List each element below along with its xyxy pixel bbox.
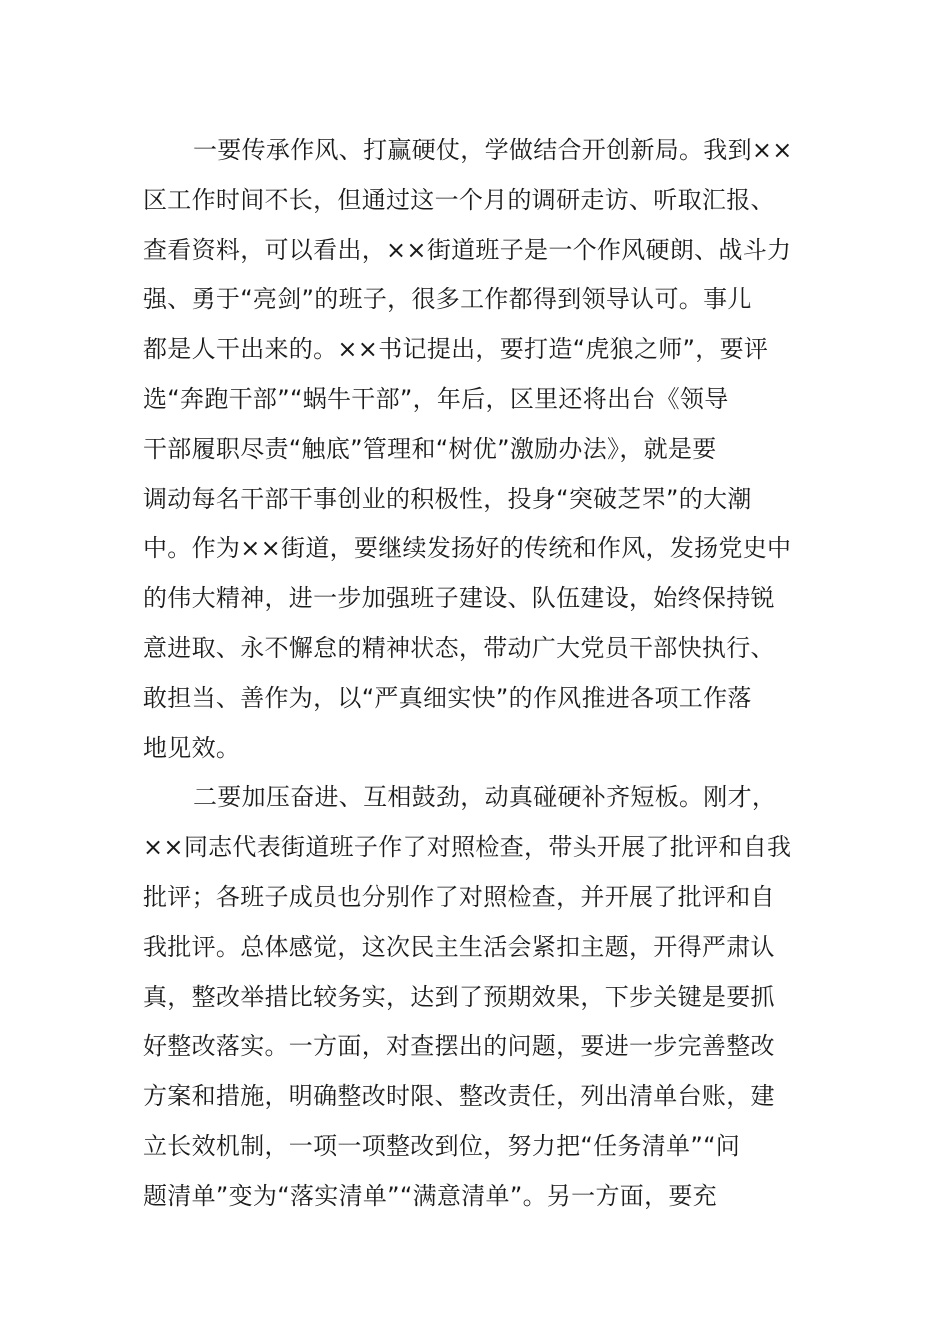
text-line: 查看资料，可以看出，××街道班子是一个作风硬朗、战斗力 (143, 235, 792, 264)
text-line: ××同志代表街道班子作了对照检查，带头开展了批评和自我 (143, 833, 792, 862)
text-line: 中。作为××街道，要继续发扬好的传统和作风，发扬党史中 (143, 534, 792, 563)
text-line: 真，整改举措比较务实，达到了预期效果，下步关键是要抓 (143, 982, 775, 1011)
text-line: 选“奔跑干部”“蜗牛干部”，年后，区里还将出台《领导 (143, 384, 729, 413)
text-line: 调动每名干部干事创业的积极性，投身“突破芝罘”的大潮 (143, 484, 752, 513)
text-line: 干部履职尽责“触底”管理和“树优”激励办法》，就是要 (143, 434, 717, 463)
text-line: 都是人干出来的。××书记提出，要打造“虎狼之师”，要评 (143, 335, 769, 364)
text-line: 题清单”变为“落实清单”“满意清单”。另一方面，要充 (143, 1181, 717, 1210)
text-line: 我批评。总体感觉，这次民主生活会紧扣主题，开得严肃认 (143, 932, 775, 961)
paragraph-1 (143, 126, 808, 773)
text-line: 敢担当、善作为，以“严真细实快”的作风推进各项工作落 (143, 683, 752, 712)
text-line: 的伟大精神，进一步加强班子建设、队伍建设，始终保持锐 (143, 584, 775, 613)
text-line: 立长效机制，一项一项整改到位，努力把“任务清单”“问 (143, 1131, 741, 1160)
text-line: 二要加压奋进、互相鼓劲，动真碰硬补齐短板。刚才， (193, 783, 777, 812)
document-body (143, 126, 808, 1222)
text-line: 地见效。 (143, 733, 241, 762)
text-line: 好整改落实。一方面，对查摆出的问题，要进一步完善整改 (143, 1032, 775, 1061)
text-line: 批评；各班子成员也分别作了对照检查，并开展了批评和自 (143, 882, 775, 911)
text-line: 一要传承作风、打赢硬仗，学做结合开创新局。我到×× (193, 136, 793, 164)
text-line: 强、勇于“亮剑”的班子，很多工作都得到领导认可。事儿 (143, 285, 752, 314)
paragraph-2 (143, 773, 808, 1221)
text-line: 意进取、永不懈怠的精神状态，带动广大党员干部快执行、 (143, 633, 775, 662)
text-line: 区工作时间不长，但通过这一个月的调研走访、听取汇报、 (143, 185, 775, 214)
text-line: 方案和措施，明确整改时限、整改责任，列出清单台账，建 (143, 1082, 775, 1111)
